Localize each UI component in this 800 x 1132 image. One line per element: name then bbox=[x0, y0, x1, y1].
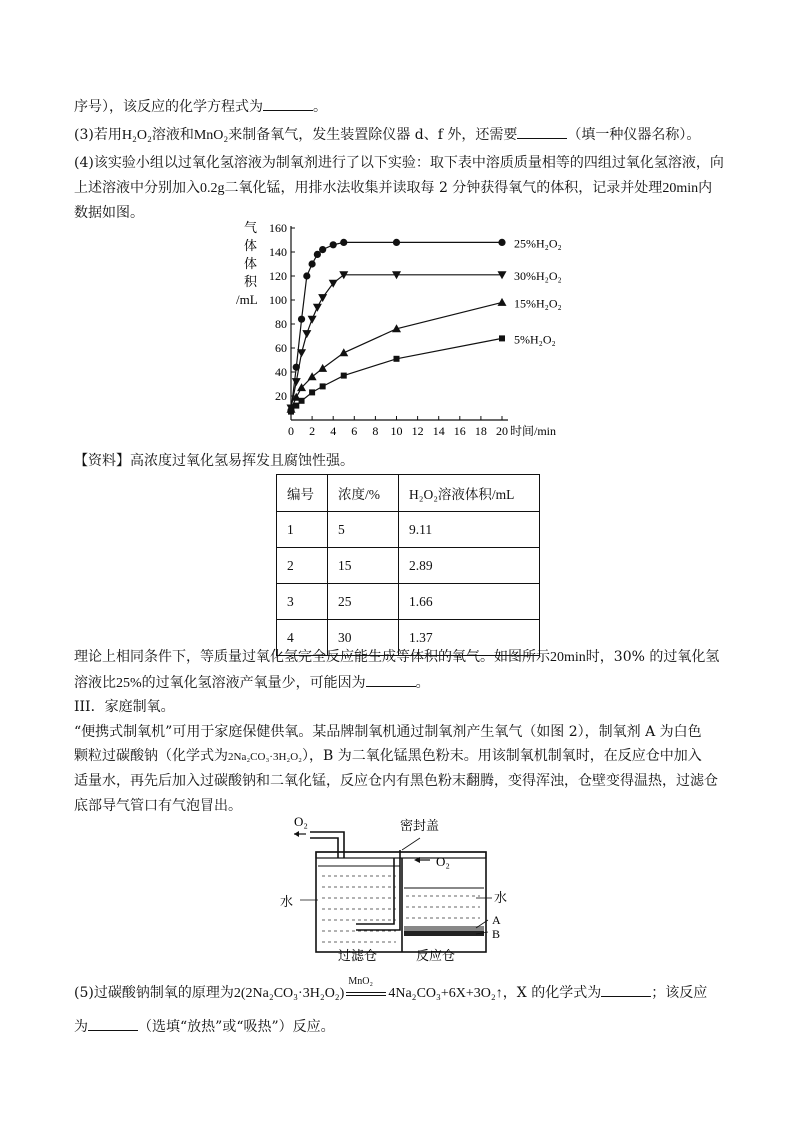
y-tick-label: 120 bbox=[269, 269, 287, 283]
x-tick-label: 10 bbox=[390, 424, 403, 438]
label-a: A bbox=[492, 913, 501, 927]
data-point bbox=[339, 348, 348, 356]
y-axis-label-char: 积 bbox=[244, 274, 258, 289]
table-cell: 1.66 bbox=[399, 584, 540, 620]
water-left-label: 水 bbox=[280, 894, 294, 909]
x-tick-label: 20 bbox=[496, 424, 508, 438]
y-axis-label-unit: /mL bbox=[236, 292, 258, 307]
data-point bbox=[299, 398, 305, 404]
data-point bbox=[318, 364, 327, 372]
series-label: 25%H₂O₂ bbox=[514, 236, 562, 251]
section-3-p3: 适量水，再先后加入过碳酸钠和二氧化锰，反应仓内有黑色粉末翻腾，变得浑浊，仓壁变得温热，过滤仓 bbox=[74, 773, 718, 789]
answer-blank[interactable] bbox=[88, 1016, 138, 1031]
section-3-p2: 颗粒过碳酸钠（化学式为2Na₂CO₃·3H₂O₂），B 为二氧化锰黑色粉末。用该制氧机制氧时，在反应仓中加入 bbox=[74, 748, 702, 764]
data-point bbox=[309, 389, 315, 395]
reaction-chamber-label: 反应仓 bbox=[416, 948, 456, 962]
y-tick-label: 60 bbox=[275, 341, 287, 355]
x-tick-label: 6 bbox=[351, 424, 358, 438]
section-3-p1: “便携式制氧机”可用于家庭保健供氧。某品牌制氧机通过制氧剂产生氧气（如图 2），制氧剂 A 为白色 bbox=[74, 724, 702, 740]
x-tick-label: 4 bbox=[330, 424, 337, 438]
filter-water bbox=[318, 866, 400, 950]
info-note: 【资料】高浓度过氧化氢易挥发且腐蚀性强。 bbox=[74, 453, 354, 469]
data-point bbox=[303, 272, 310, 279]
answer-blank[interactable] bbox=[366, 672, 416, 687]
equation-right: 4Na₂CO₃+6X+3O₂↑ bbox=[388, 986, 503, 1001]
y-tick-label: 20 bbox=[275, 389, 287, 403]
question-5-line2: 为 （选填“放热”或“吸热”）反应。 bbox=[74, 1016, 335, 1037]
y-axis-label-char: 体 bbox=[244, 238, 258, 253]
data-point bbox=[298, 316, 305, 323]
y-tick-label: 40 bbox=[275, 365, 287, 379]
section-3-p4: 底部导气管口有气泡冒出。 bbox=[74, 798, 242, 814]
table-cell: 25 bbox=[328, 584, 399, 620]
data-point bbox=[313, 304, 322, 312]
question-4-line3: 数据如图。 bbox=[74, 205, 144, 221]
data-point bbox=[309, 260, 316, 267]
answer-blank[interactable] bbox=[517, 124, 567, 139]
o2-out-label: O₂ bbox=[294, 814, 308, 829]
lid-label: 密封盖 bbox=[400, 818, 440, 833]
table-cell: 1 bbox=[277, 512, 328, 548]
series-label: 15%H₂O₂ bbox=[514, 296, 562, 311]
table-header: 浓度/% bbox=[328, 475, 399, 512]
data-point bbox=[394, 356, 400, 362]
x-tick-label: 14 bbox=[432, 424, 445, 438]
table-row bbox=[277, 584, 540, 620]
data-point bbox=[292, 378, 301, 386]
table-cell: 4 bbox=[277, 620, 328, 656]
data-point bbox=[308, 372, 317, 380]
x-tick-label: 0 bbox=[288, 424, 294, 438]
equation-left: 2(2Na₂CO₃·3H₂O₂) bbox=[233, 986, 345, 1001]
series-label: 5%H₂O₂ bbox=[514, 332, 556, 347]
series-line bbox=[291, 338, 502, 411]
table-row bbox=[277, 548, 540, 584]
oxygen-generator-diagram bbox=[280, 812, 540, 962]
series-line bbox=[291, 302, 502, 409]
table-cell: 2 bbox=[277, 548, 328, 584]
data-point bbox=[308, 316, 317, 324]
analysis-line1: 理论上相同条件下，等质量过氧化氢完全反应能生成等体积的氧气。如图所示20min时，30% 的过氧化氢 bbox=[74, 649, 720, 665]
table-cell: 1.37 bbox=[399, 620, 540, 656]
question-3: (3)若用H₂O₂溶液和MnO₂来制备氧气，发生装置除仪器 d、f 外，还需要 （填一种仪器名称）。 bbox=[74, 124, 700, 146]
x-tick-label: 18 bbox=[474, 424, 487, 438]
table-header-row bbox=[277, 475, 540, 512]
y-tick-label: 80 bbox=[275, 317, 287, 331]
table-header: H₂O₂溶液体积/mL bbox=[399, 475, 540, 512]
x-axis-label: 时间/min bbox=[510, 424, 557, 438]
series-label: 30%H₂O₂ bbox=[514, 268, 562, 283]
data-point bbox=[499, 335, 505, 341]
table-cell: 2.89 bbox=[399, 548, 540, 584]
data-point bbox=[288, 409, 294, 415]
table-cell: 3 bbox=[277, 584, 328, 620]
q-top-line: 序号），该反应的化学方程式为 。 bbox=[74, 96, 327, 117]
answer-blank[interactable] bbox=[601, 982, 651, 997]
y-axis-label-char: 气 bbox=[244, 220, 258, 235]
question-5-line1: (5)过碳酸钠制氧的原理为2(2Na₂CO₃·3H₂O₂) MnO₂ 4Na₂CO₃+6X+3O₂↑，X 的化学式为 ；该反应 bbox=[74, 982, 707, 1004]
data-point bbox=[293, 403, 299, 409]
y-tick-label: 100 bbox=[269, 293, 287, 307]
data-point bbox=[393, 239, 400, 246]
o2-in-label: O₂ bbox=[436, 854, 450, 869]
x-tick-label: 12 bbox=[411, 424, 424, 438]
table-cell: 9.11 bbox=[399, 512, 540, 548]
layer-b bbox=[404, 931, 484, 936]
oxygen-volume-chart bbox=[0, 218, 800, 448]
y-tick-label: 160 bbox=[269, 221, 287, 235]
table-cell: 30 bbox=[328, 620, 399, 656]
data-point bbox=[330, 241, 337, 248]
question-4-line2: 上述溶液中分别加入0.2g二氧化锰，用排水法收集并读取每 2 分钟获得氧气的体积，记录并处理20min内 bbox=[74, 180, 713, 196]
x-tick-label: 2 bbox=[309, 424, 316, 438]
table-cell: 5 bbox=[328, 512, 399, 548]
h2o2-table bbox=[276, 474, 540, 656]
outlet-tube bbox=[310, 838, 338, 858]
y-axis-label bbox=[236, 220, 258, 307]
table-header: 编号 bbox=[277, 475, 328, 512]
data-point bbox=[320, 383, 326, 389]
catalyst-label: MnO₂ bbox=[348, 976, 373, 987]
data-point bbox=[302, 330, 311, 338]
table-row bbox=[277, 512, 540, 548]
label-b: B bbox=[492, 927, 501, 941]
data-point bbox=[498, 239, 505, 246]
filter-chamber-label: 过滤仓 bbox=[338, 948, 378, 962]
sealed-lid bbox=[316, 852, 486, 858]
data-point bbox=[498, 298, 507, 306]
layer-a bbox=[404, 926, 484, 931]
table-cell: 15 bbox=[328, 548, 399, 584]
y-axis-label-char: 体 bbox=[244, 256, 258, 271]
data-point bbox=[318, 294, 327, 302]
answer-blank[interactable] bbox=[263, 96, 313, 111]
y-tick-label: 140 bbox=[269, 245, 287, 259]
x-tick-label: 16 bbox=[453, 424, 466, 438]
section-3-title: III．家庭制氧。 bbox=[74, 699, 175, 715]
water-right-label: 水 bbox=[494, 890, 508, 905]
x-tick-label: 8 bbox=[372, 424, 379, 438]
data-point bbox=[341, 373, 347, 379]
data-point bbox=[340, 239, 347, 246]
analysis-line2: 溶液比25%的过氧化氢溶液产氧量少，可能因为 。 bbox=[74, 672, 430, 694]
question-4-line1: (4)该实验小组以过氧化氢溶液为制氧剂进行了以下实验：取下表中溶质质量相等的四组过氧化氢溶液，向 bbox=[74, 155, 724, 171]
data-point bbox=[319, 246, 326, 253]
